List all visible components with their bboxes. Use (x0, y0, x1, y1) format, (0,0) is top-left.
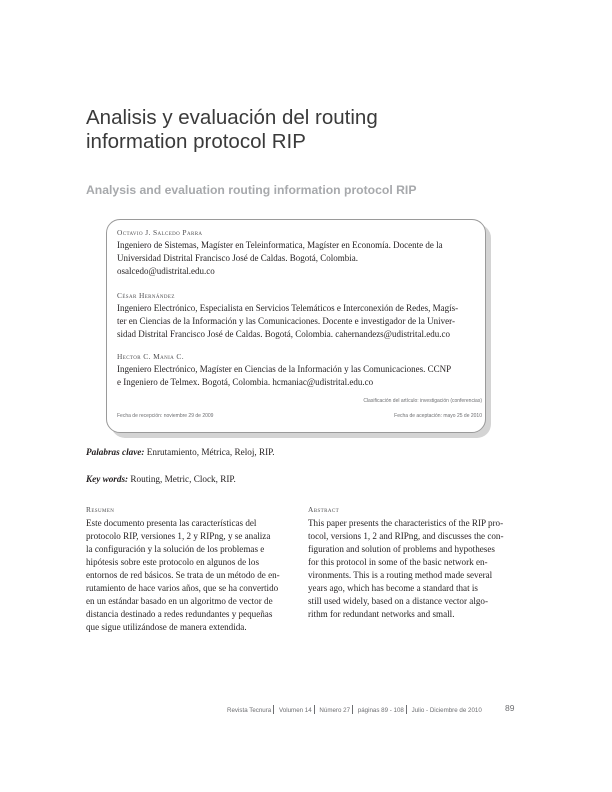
abstract-line: figuration and solution of problems and hypotheses (308, 544, 495, 554)
author-email: osalcedo@udistrital.edu.co (117, 266, 215, 276)
footer-divider (273, 705, 274, 714)
footer-divider (314, 705, 315, 714)
abstract-line: This paper presents the characteristics of the RIP pro- (308, 518, 504, 528)
author-affiliation-line: Ingeniero de Sistemas, Magíster en Teleinformatica, Magíster en Economía. Docente de la (117, 240, 443, 250)
abstract-line: vironments. This is a routing method made several (308, 570, 493, 580)
author-block (117, 352, 479, 389)
issue-period: Julio - Diciembre de 2010 (411, 707, 482, 714)
abstract-line: years ago, which has become a standard that is (308, 583, 478, 593)
author-name: César Hernández (117, 291, 175, 300)
volume: Volumen 14 (279, 707, 312, 714)
abstract-line: tocol, versions 1, 2 and RIPng, and discusses the con- (308, 531, 504, 541)
abstract-line: still used widely, based on a distance vector algo- (308, 596, 488, 606)
author-affiliation-line: sidad Distrital Francisco José de Caldas. Bogotá, Colombia. cahernandezs@udistrital.edu.co (117, 329, 450, 339)
resumen-heading: Resumen (86, 505, 115, 514)
author-affiliation-line: e Ingeniero de Telmex. Bogotá, Colombia. hcmaniac@udistrital.edu.co (117, 377, 374, 387)
author-name: Octavio J. Salcedo Parra (117, 228, 203, 237)
title-line: Analisis y evaluación del routing (86, 106, 378, 129)
english-title: Analysis and evaluation routing information protocol RIP (86, 183, 417, 197)
keywords-text: Enrutamiento, Métrica, Reloj, RIP. (146, 447, 275, 457)
keywords-spanish (86, 447, 275, 457)
author-affiliation-line: Universidad Distrital Francisco José de Caldas. Bogotá, Colombia. (117, 253, 358, 263)
resumen-line: distancia destinado a redes redundantes y pequeñas (86, 609, 273, 619)
page-range: páginas 89 - 108 (357, 707, 404, 714)
keywords-label: Key words: (86, 474, 129, 484)
received-date: Fecha de recepción: noviembre 29 de 2009 (117, 413, 214, 419)
resumen-line: la configuración y la solución de los problemas e (86, 544, 265, 554)
accepted-date: Fecha de aceptación: mayo 25 de 2010 (394, 413, 482, 419)
footer-divider (352, 705, 353, 714)
resumen-section (86, 505, 293, 634)
resumen-line: en un estándar basado en un algoritmo de vector de (86, 596, 273, 606)
resumen-line: Este documento presenta las características del (86, 518, 257, 528)
author-block (117, 291, 479, 341)
author-affiliation-line: ter en Ciencias de la Información y las Comunicaciones. Docente e investigador de la Univer- (117, 316, 455, 326)
resumen-line: hipótesis sobre este protocolo en algunos de los (86, 557, 260, 567)
resumen-line: protocolo RIP, versiones 1, 2 y RIPng, y se analiza (86, 531, 271, 541)
title-line: information protocol RIP (86, 130, 306, 153)
keywords-text: Routing, Metric, Clock, RIP. (130, 474, 236, 484)
keywords-english (86, 474, 236, 484)
abstract-line: rithm for redundant networks and small. (308, 609, 455, 619)
page-number: 89 (505, 703, 515, 713)
abstract-section (308, 505, 516, 621)
abstract-line: for this protocol in some of the basic network en- (308, 557, 488, 567)
author-block (117, 228, 479, 278)
footer-divider (406, 705, 407, 714)
issue-number: Número 27 (319, 707, 351, 714)
author-affiliation-line: Ingeniero Electrónico, Especialista en Servicios Telemáticos e Interconexión de Redes, Magís- (117, 303, 459, 313)
resumen-line: que sigue utilizándose de manera extendida. (86, 622, 247, 632)
resumen-line: rutamiento de hace varios años, que se ha convertido (86, 583, 279, 593)
abstract-heading: Abstract (308, 505, 340, 514)
page-footer (227, 705, 482, 714)
author-name: Hector C. Mania C. (117, 352, 185, 361)
article-title (86, 106, 506, 154)
resumen-line: entornos de red básicos. Se trata de un método de en- (86, 570, 280, 580)
journal-name: Revista Tecnura (227, 707, 272, 714)
article-classification: Clasificación del artículo: investigación (conferencias) (363, 398, 482, 404)
keywords-label: Palabras clave: (86, 447, 145, 457)
author-affiliation-line: Ingeniero Electrónico, Magíster en Ciencias de la Información y las Comunicaciones. CCNP (117, 364, 452, 374)
